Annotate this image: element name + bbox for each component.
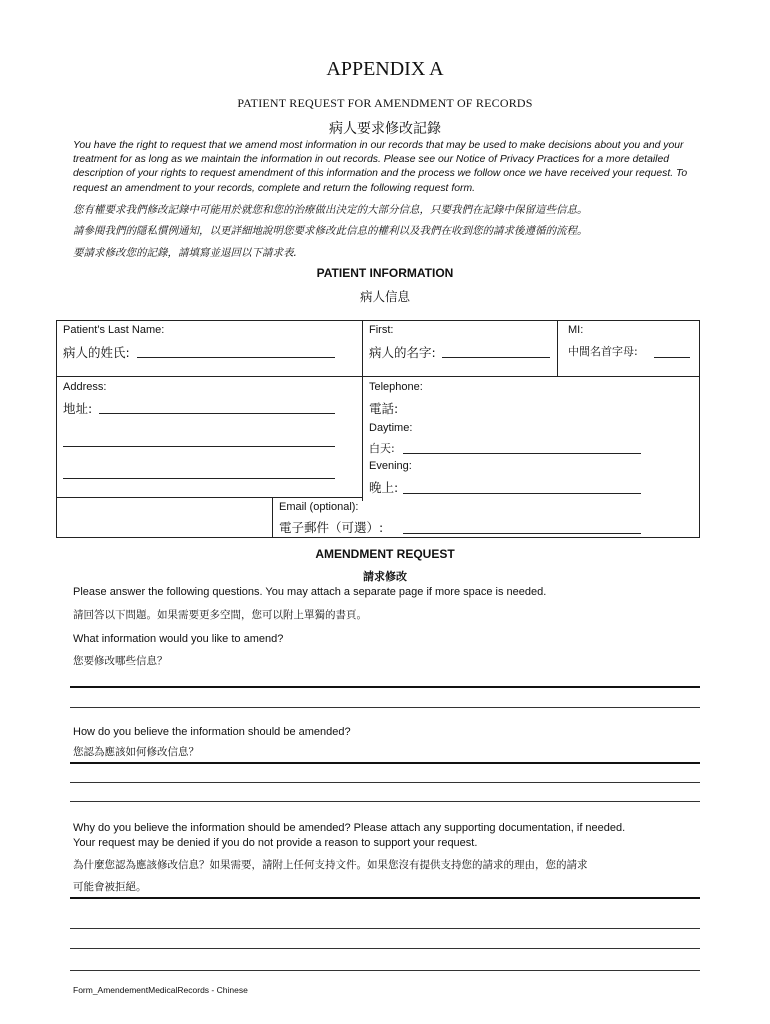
email-field[interactable] xyxy=(403,533,641,534)
email-label: Email (optional): xyxy=(279,501,359,513)
mi-field[interactable] xyxy=(654,357,690,358)
first-name-field[interactable] xyxy=(442,357,550,358)
answer-line-2b[interactable] xyxy=(70,782,700,783)
daytime-label-zh: 白天: xyxy=(369,442,395,455)
address-field-2[interactable] xyxy=(63,446,335,447)
address-label: Address: xyxy=(63,381,107,393)
intro-chinese-2: 請參閱我們的隱私慣例通知，以更詳細地說明您要求修改此信息的權利以及我們在收到您的請求後遵循的流程。 xyxy=(73,225,588,237)
email-label-zh: 電子郵件（可選）: xyxy=(279,520,384,535)
answer-line-1a[interactable] xyxy=(70,686,700,688)
table-divider xyxy=(557,321,558,376)
patient-information-table xyxy=(56,320,700,538)
question-3-zh-line-1: 為什麼您認為應該修改信息？如果需要，請附上任何支持文件。如果您沒有提供支持您的請求的理由，您的請求 xyxy=(73,859,588,871)
last-name-label-zh: 病人的姓氏: xyxy=(63,345,130,360)
patient-information-heading: PATIENT INFORMATION xyxy=(316,266,454,280)
mi-label: MI: xyxy=(568,324,584,336)
answer-line-3c[interactable] xyxy=(70,948,700,949)
amendment-instructions-zh: 請回答以下問題。如果需要更多空間，您可以附上單獨的書頁。 xyxy=(73,609,367,621)
intro-english: You have the right to request that we amend most information in our records that may be used to make decisions about you and your treatment for as long as we maintain the information in out records. Please see our Notice of Privacy Practices for a more detailed description of your rights to request amendment of this information and the process we follow once we have received your request. To request an amendment to your records, complete and return the following request form. xyxy=(73,140,688,194)
answer-line-3a[interactable] xyxy=(70,897,700,899)
answer-line-2c[interactable] xyxy=(70,801,700,802)
question-3-line-1: Why do you believe the information should be amended? Please attach any supporting documentation, if needed. xyxy=(73,822,626,834)
page-subtitle: PATIENT REQUEST FOR AMENDMENT OF RECORDS xyxy=(237,96,533,110)
question-1-zh: 您要修改哪些信息？ xyxy=(73,655,168,667)
evening-label: Evening: xyxy=(369,460,412,472)
question-2: How do you believe the information should be amended? xyxy=(73,726,351,738)
first-name-label: First: xyxy=(369,324,394,336)
question-2-zh: 您認為應該如何修改信息？ xyxy=(73,746,199,758)
question-3-zh-line-2: 可能會被拒絕。 xyxy=(73,881,147,893)
question-1: What information would you like to amend? xyxy=(73,633,284,645)
form-id-footer: Form_AmendementMedicalRecords - Chinese xyxy=(73,985,248,995)
table-divider xyxy=(57,497,362,498)
page-title: APPENDIX A xyxy=(326,58,444,80)
patient-information-heading-zh: 病人信息 xyxy=(359,289,410,304)
last-name-label: Patient’s Last Name: xyxy=(63,324,165,336)
intro-chinese-1: 您有權要求我們修改記錄中可能用於就您和您的治療做出決定的大部分信息，只要我們在記錄中保留這些信息。 xyxy=(73,204,588,216)
question-3-line-2: Your request may be denied if you do not provide a reason to support your request. xyxy=(73,837,478,849)
answer-line-3b[interactable] xyxy=(70,928,700,929)
first-name-label-zh: 病人的名字: xyxy=(369,345,436,360)
answer-line-1b[interactable] xyxy=(70,707,700,708)
mi-label-zh: 中間名首字母: xyxy=(568,345,638,358)
amendment-request-heading-zh: 請求修改 xyxy=(363,570,407,583)
page-title-zh: 病人要求修改記錄 xyxy=(329,121,441,137)
amendment-request-heading: AMENDMENT REQUEST xyxy=(315,547,455,561)
answer-line-2a[interactable] xyxy=(70,762,700,764)
last-name-field[interactable] xyxy=(137,357,335,358)
daytime-phone-field[interactable] xyxy=(403,453,641,454)
amendment-instructions: Please answer the following questions. You may attach a separate page if more space is needed. xyxy=(73,586,547,598)
evening-label-zh: 晚上: xyxy=(369,480,399,495)
table-divider xyxy=(57,376,699,377)
evening-phone-field[interactable] xyxy=(403,493,641,494)
daytime-label: Daytime: xyxy=(369,422,413,434)
address-label-zh: 地址: xyxy=(63,401,93,416)
telephone-label-zh: 電話: xyxy=(369,401,399,416)
address-field-1[interactable] xyxy=(99,413,335,414)
intro-chinese-3: 要請求修改您的記錄，請填寫並退回以下請求表. xyxy=(73,247,297,259)
table-divider xyxy=(362,321,363,501)
telephone-label: Telephone: xyxy=(369,381,423,393)
address-field-3[interactable] xyxy=(63,478,335,479)
answer-line-3d[interactable] xyxy=(70,970,700,971)
table-divider xyxy=(272,497,273,537)
